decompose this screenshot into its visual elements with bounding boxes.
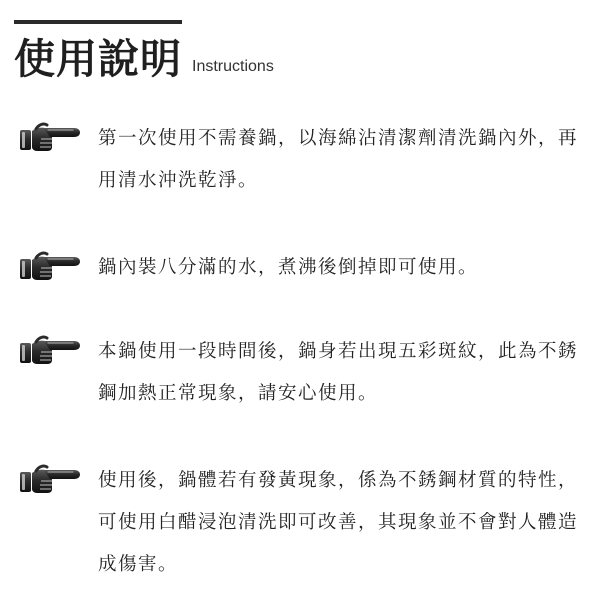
pointing-hand-icon [18, 463, 82, 497]
pointing-hand-icon [18, 121, 82, 155]
pointing-hand-icon [18, 334, 82, 368]
pointing-hand-icon [18, 250, 82, 284]
page-title: 使用說明 [14, 35, 182, 83]
instruction-text: 使用後，鍋體若有發黃現象，係為不銹鋼材質的特性，可使用白醋浸泡清洗即可改善，其現象並不會對人體造成傷害。 [98, 470, 579, 575]
header-rule [14, 20, 182, 24]
instruction-text: 第一次使用不需養鍋，以海綿沾清潔劑清洗鍋內外，再用清水沖洗乾淨。 [98, 128, 579, 191]
page-header [14, 30, 274, 84]
instruction-text: 本鍋使用一段時間後，鍋身若出現五彩斑紋，此為不銹鋼加熱正常現象，請安心使用。 [98, 341, 579, 404]
page-subtitle: Instructions [192, 58, 274, 75]
instruction-text: 鍋內裝八分滿的水，煮沸後倒掉即可使用。 [98, 257, 479, 278]
